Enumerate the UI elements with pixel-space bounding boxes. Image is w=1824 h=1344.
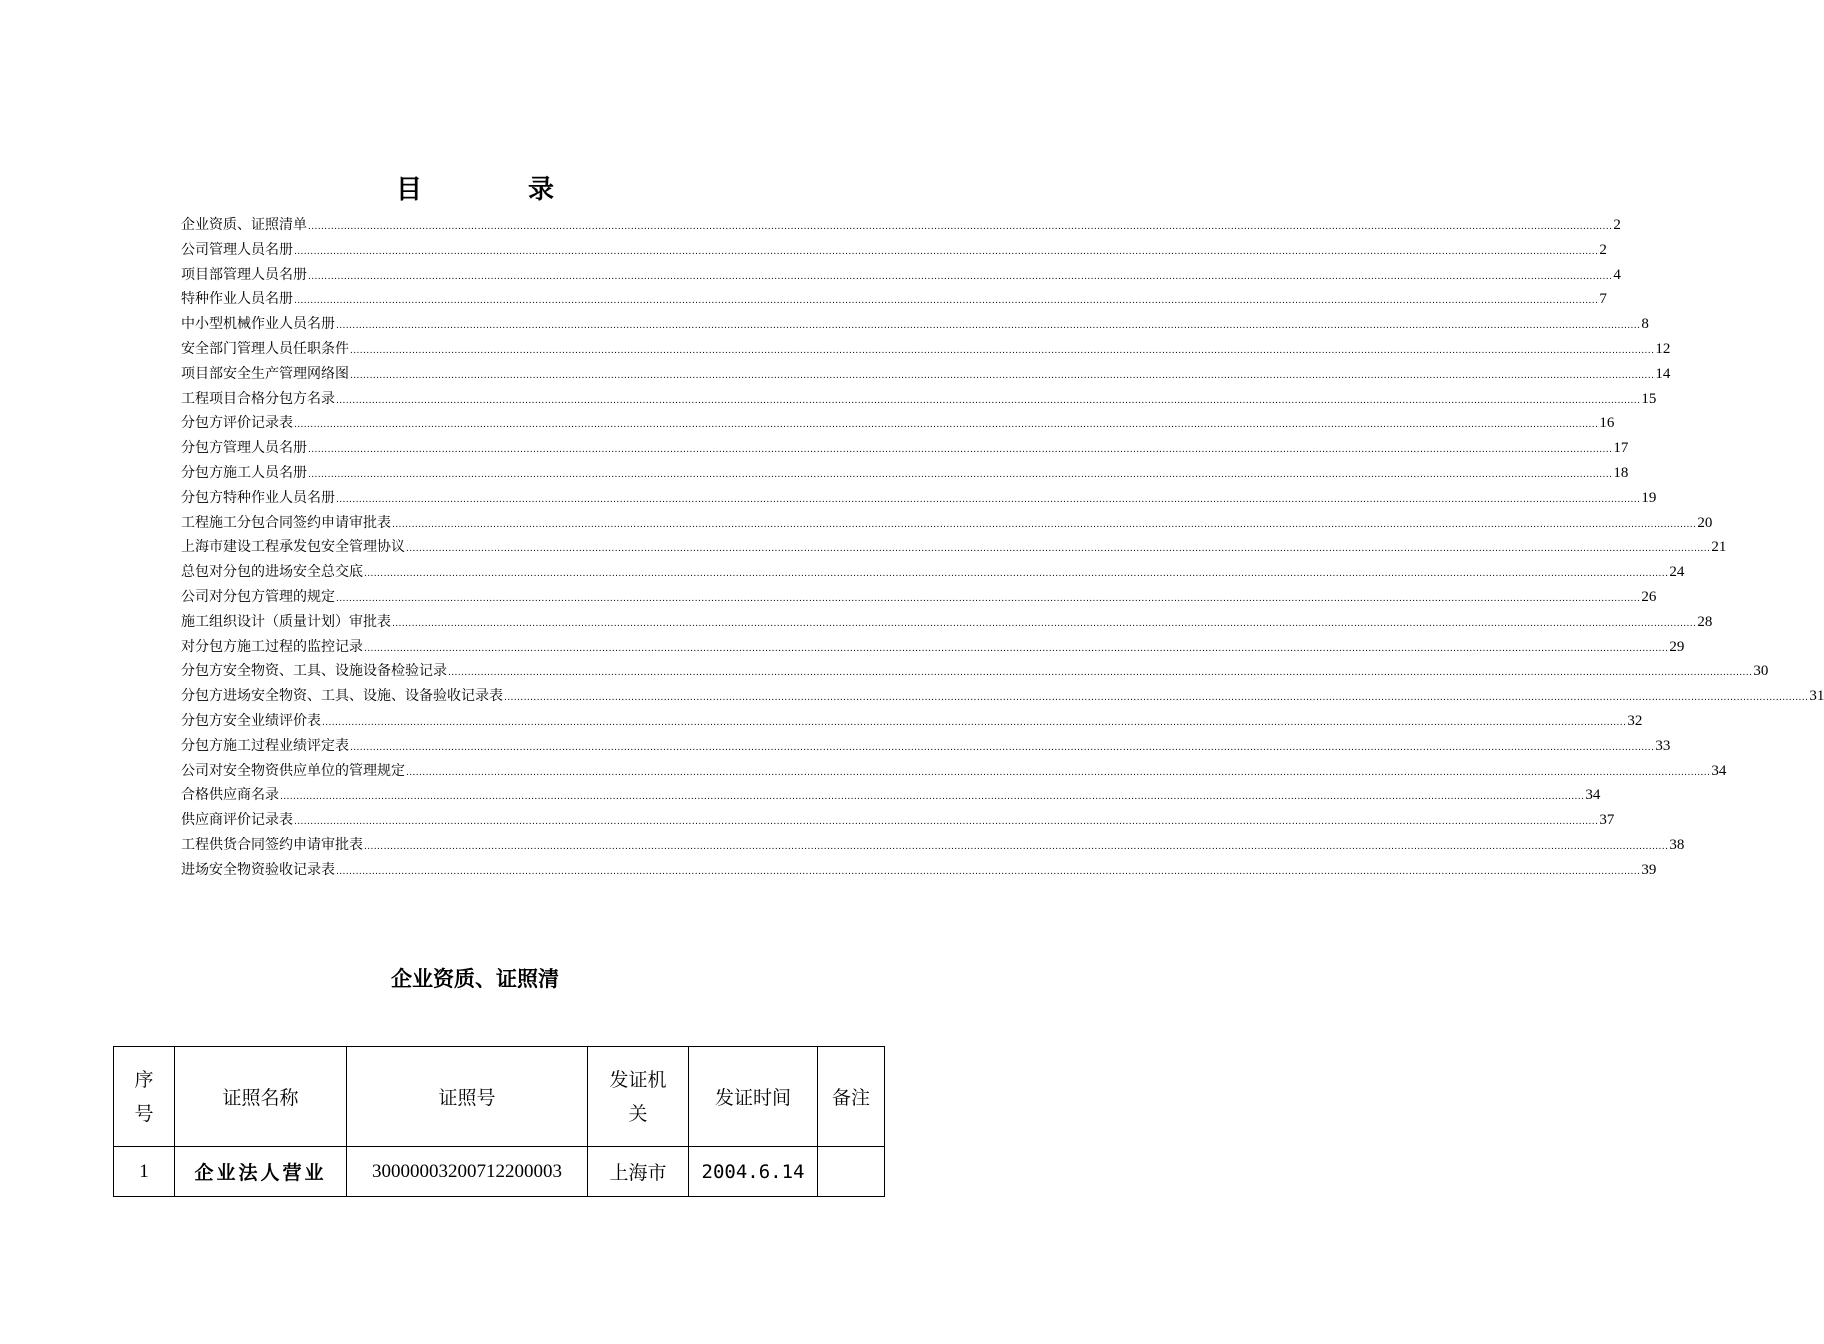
toc-dot-leader: ................................................................................................................................................................................................................................................................................................................................................................................................................ [294, 246, 1599, 257]
toc-entry-page: 17 [1613, 440, 1629, 457]
toc-entry[interactable] [181, 535, 1727, 560]
header-note: 备注 [818, 1047, 885, 1147]
toc-entry-page: 14 [1655, 365, 1671, 382]
toc-entry[interactable] [181, 238, 1607, 263]
toc-entry-title: 总包对分包的进场安全总交底 [181, 564, 363, 581]
toc-entry-page: 16 [1599, 415, 1615, 432]
toc-dot-leader: ................................................................................................................................................................................................................................................................................................................................................................................................................ [392, 618, 1697, 629]
toc-entry-page: 38 [1669, 836, 1685, 853]
toc-dot-leader: ................................................................................................................................................................................................................................................................................................................................................................................................................ [294, 817, 1599, 828]
header-issuer-line2: 关 [628, 1102, 648, 1125]
toc-entry[interactable] [181, 287, 1607, 312]
toc-entry-title: 项目部安全生产管理网络图 [181, 365, 349, 382]
toc-entry-page: 21 [1711, 539, 1727, 556]
toc-entry-title: 中小型机械作业人员名册 [181, 316, 335, 333]
toc-entry-title: 分包方评价记录表 [181, 415, 293, 432]
toc-dot-leader: ................................................................................................................................................................................................................................................................................................................................................................................................................ [308, 445, 1613, 456]
toc-entry-page: 15 [1641, 390, 1657, 407]
toc-entry-page: 20 [1697, 514, 1713, 531]
toc-entry-title: 上海市建设工程承发包安全管理协议 [181, 539, 405, 556]
table-of-contents [181, 213, 1824, 883]
cell-seq: 1 [114, 1147, 175, 1197]
toc-entry-title: 合格供应商名录 [181, 787, 279, 804]
toc-dot-leader: ................................................................................................................................................................................................................................................................................................................................................................................................................ [406, 544, 1711, 555]
toc-entry-page: 24 [1669, 564, 1685, 581]
toc-dot-leader: ................................................................................................................................................................................................................................................................................................................................................................................................................ [336, 494, 1641, 505]
toc-entry-page: 7 [1599, 291, 1607, 308]
toc-dot-leader: ................................................................................................................................................................................................................................................................................................................................................................................................................ [308, 271, 1613, 282]
toc-dot-leader: ................................................................................................................................................................................................................................................................................................................................................................................................................ [364, 841, 1669, 852]
table-header-row [114, 1047, 885, 1147]
toc-entry[interactable] [181, 387, 1657, 412]
toc-entry-page: 18 [1613, 464, 1629, 481]
toc-entry-page: 2 [1599, 241, 1607, 258]
toc-entry-page: 34 [1711, 762, 1727, 779]
toc-dot-leader: ................................................................................................................................................................................................................................................................................................................................................................................................................ [336, 321, 1641, 332]
toc-dot-leader: ................................................................................................................................................................................................................................................................................................................................................................................................................ [350, 345, 1655, 356]
toc-entry-page: 34 [1585, 787, 1601, 804]
toc-entry-title: 供应商评价记录表 [181, 812, 293, 829]
toc-entry[interactable] [181, 560, 1685, 585]
toc-entry-page: 29 [1669, 638, 1685, 655]
toc-entry-page: 32 [1627, 712, 1643, 729]
toc-entry[interactable] [181, 858, 1657, 883]
toc-entry[interactable] [181, 684, 1824, 709]
toc-entry-page: 33 [1655, 737, 1671, 754]
toc-entry-title: 企业资质、证照清单 [181, 217, 307, 233]
header-name: 证照名称 [175, 1047, 347, 1147]
toc-entry[interactable] [181, 610, 1713, 635]
toc-dot-leader: ................................................................................................................................................................................................................................................................................................................................................................................................................ [350, 370, 1655, 381]
header-seq-line2: 号 [134, 1102, 154, 1125]
toc-entry[interactable] [181, 461, 1629, 486]
toc-entry[interactable] [181, 337, 1671, 362]
toc-entry[interactable] [181, 783, 1601, 808]
toc-dot-leader: ................................................................................................................................................................................................................................................................................................................................................................................................................ [322, 717, 1627, 728]
toc-entry-title: 分包方施工过程业绩评定表 [181, 737, 349, 754]
cell-date: 2004.6.14 [689, 1147, 818, 1197]
toc-entry-title: 项目部管理人员名册 [181, 266, 307, 283]
toc-entry-title: 安全部门管理人员任职条件 [181, 340, 349, 357]
header-number: 证照号 [347, 1047, 588, 1147]
toc-entry[interactable] [181, 312, 1649, 337]
cell-issuer: 上海市 [588, 1147, 689, 1197]
toc-entry-page: 8 [1641, 316, 1649, 333]
toc-dot-leader: ................................................................................................................................................................................................................................................................................................................................................................................................................ [308, 469, 1613, 480]
toc-entry[interactable] [181, 659, 1769, 684]
toc-dot-leader: ................................................................................................................................................................................................................................................................................................................................................................................................................ [364, 569, 1669, 580]
toc-entry-title: 公司对分包方管理的规定 [181, 588, 335, 605]
toc-entry-page: 26 [1641, 588, 1657, 605]
toc-dot-leader: ................................................................................................................................................................................................................................................................................................................................................................................................................ [336, 395, 1641, 406]
toc-entry-title: 分包方施工人员名册 [181, 464, 307, 481]
toc-entry[interactable] [181, 759, 1727, 784]
toc-entry-page: 19 [1641, 489, 1657, 506]
toc-entry[interactable] [181, 486, 1657, 511]
toc-entry-title: 分包方安全业绩评价表 [181, 712, 321, 729]
toc-dot-leader: ................................................................................................................................................................................................................................................................................................................................................................................................................ [280, 792, 1585, 803]
toc-entry-title: 分包方管理人员名册 [181, 440, 307, 457]
toc-entry-page: 12 [1655, 340, 1671, 357]
toc-entry-page: 28 [1697, 613, 1713, 630]
toc-entry[interactable] [181, 734, 1671, 759]
toc-entry[interactable] [181, 263, 1621, 288]
toc-dot-leader: ................................................................................................................................................................................................................................................................................................................................................................................................................ [308, 222, 1613, 232]
toc-entry-title: 对分包方施工过程的监控记录 [181, 638, 363, 655]
toc-dot-leader: ................................................................................................................................................................................................................................................................................................................................................................................................................ [336, 593, 1641, 604]
toc-entry[interactable] [181, 635, 1685, 660]
toc-entry-title: 公司管理人员名册 [181, 241, 293, 258]
toc-entry[interactable] [181, 833, 1685, 858]
toc-dot-leader: ................................................................................................................................................................................................................................................................................................................................................................................................................ [448, 668, 1753, 679]
table-row [114, 1147, 885, 1197]
toc-entry-title: 分包方安全物资、工具、设施设备检验记录 [181, 663, 447, 680]
toc-dot-leader: ................................................................................................................................................................................................................................................................................................................................................................................................................ [294, 420, 1599, 431]
header-seq-line1: 序 [134, 1068, 154, 1091]
toc-entry-title: 工程施工分包合同签约申请审批表 [181, 514, 391, 531]
toc-dot-leader: ................................................................................................................................................................................................................................................................................................................................................................................................................ [350, 742, 1655, 753]
toc-title: 目 录 [395, 175, 594, 205]
section-title: 企业资质、证照清 [391, 966, 559, 991]
toc-dot-leader: ................................................................................................................................................................................................................................................................................................................................................................................................................ [406, 767, 1711, 778]
toc-entry[interactable] [181, 585, 1657, 610]
toc-entry-title: 公司对安全物资供应单位的管理规定 [181, 762, 405, 779]
toc-dot-leader: ................................................................................................................................................................................................................................................................................................................................................................................................................ [392, 519, 1697, 530]
toc-entry-page: 31 [1809, 688, 1824, 705]
toc-entry-title: 施工组织设计（质量计划）审批表 [181, 613, 391, 630]
toc-entry[interactable] [181, 436, 1629, 461]
toc-entry-title: 特种作业人员名册 [181, 291, 293, 308]
header-seq [114, 1047, 175, 1147]
toc-entry-title: 分包方特种作业人员名册 [181, 489, 335, 506]
toc-entry[interactable] [181, 411, 1615, 436]
toc-dot-leader: ................................................................................................................................................................................................................................................................................................................................................................................................................ [336, 866, 1641, 877]
toc-entry-page: 2 [1613, 217, 1621, 233]
header-issuer-line1: 发证机 [609, 1068, 667, 1091]
toc-entry-title: 进场安全物资验收记录表 [181, 861, 335, 878]
toc-entry-page: 37 [1599, 812, 1615, 829]
toc-entry[interactable] [181, 511, 1713, 536]
toc-entry-page: 30 [1753, 663, 1769, 680]
toc-entry[interactable] [181, 362, 1671, 387]
toc-entry-title: 工程供货合同签约申请审批表 [181, 836, 363, 853]
toc-dot-leader: ................................................................................................................................................................................................................................................................................................................................................................................................................ [294, 296, 1599, 307]
toc-entry[interactable] [181, 808, 1615, 833]
toc-entry-page: 39 [1641, 861, 1657, 878]
header-issuer [588, 1047, 689, 1147]
cell-name: 企业法人营业 [175, 1147, 347, 1197]
cell-note [818, 1147, 885, 1197]
cell-number: 3000000320071220000​3 [347, 1147, 588, 1197]
toc-entry[interactable] [181, 709, 1643, 734]
toc-dot-leader: ................................................................................................................................................................................................................................................................................................................................................................................................................ [364, 643, 1669, 654]
certificate-table [113, 1046, 885, 1197]
toc-entry-title: 工程项目合格分包方名录 [181, 390, 335, 407]
toc-entry-page: 4 [1613, 266, 1621, 283]
toc-entry-title: 分包方进场安全物资、工具、设施、设备验收记录表 [181, 688, 503, 705]
header-date: 发证时间 [689, 1047, 818, 1147]
toc-entry[interactable] [181, 213, 1621, 238]
toc-dot-leader: ................................................................................................................................................................................................................................................................................................................................................................................................................ [504, 693, 1809, 704]
